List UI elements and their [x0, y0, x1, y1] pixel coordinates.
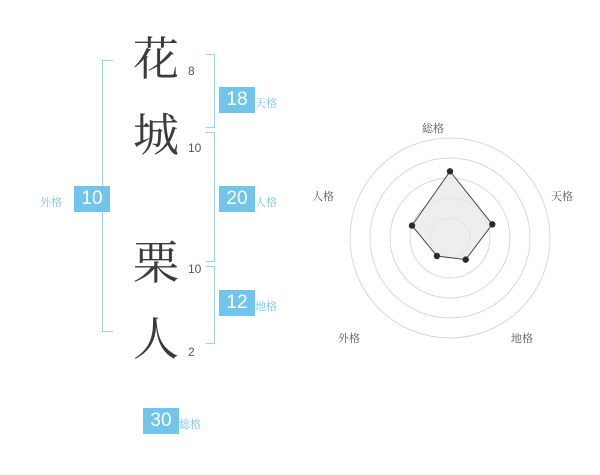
stroke-count: 10: [188, 262, 202, 276]
radar-data-point: [409, 222, 415, 228]
name-character: 花: [133, 32, 179, 86]
name-character: 人: [133, 312, 179, 366]
radar-chart: [300, 0, 600, 470]
radar-data-point: [463, 256, 469, 262]
radar-axis-label-soukaku: 総格: [422, 122, 444, 135]
radar-data-point: [447, 168, 453, 174]
jinkaku-bracket: [206, 132, 215, 262]
radar-data-polygon: [412, 171, 492, 259]
chikaku-bracket: [206, 266, 215, 344]
tenkaku-bracket: [206, 54, 215, 128]
radar-axis-label-tenkaku: 天格: [551, 190, 573, 203]
jinkaku-value: 20: [219, 186, 255, 212]
radar-axis-label-gaikaku: 外格: [338, 332, 360, 345]
radar-data-point: [489, 221, 495, 227]
gaikaku-label: 外格: [40, 196, 62, 209]
radar-data-point: [434, 253, 440, 259]
chikaku-value: 12: [219, 290, 255, 316]
stroke-count: 2: [188, 345, 195, 359]
soukaku-value: 30: [143, 408, 179, 434]
radar-axis-label-chikaku: 地格: [511, 332, 533, 345]
jinkaku-label: 人格: [255, 196, 277, 209]
stroke-count: 8: [188, 64, 195, 78]
name-stroke-panel: [0, 0, 300, 470]
tenkaku-label: 天格: [255, 97, 277, 110]
gaikaku-value: 10: [74, 186, 110, 212]
name-character: 城: [133, 108, 179, 162]
stroke-count: 10: [188, 141, 202, 155]
tenkaku-value: 18: [219, 87, 255, 113]
soukaku-label: 総格: [179, 418, 201, 431]
radar-axis-label-jinkaku: 人格: [312, 190, 334, 203]
name-character: 栗: [133, 236, 179, 290]
chikaku-label: 地格: [255, 300, 277, 313]
radar-chart-svg: [300, 0, 600, 470]
